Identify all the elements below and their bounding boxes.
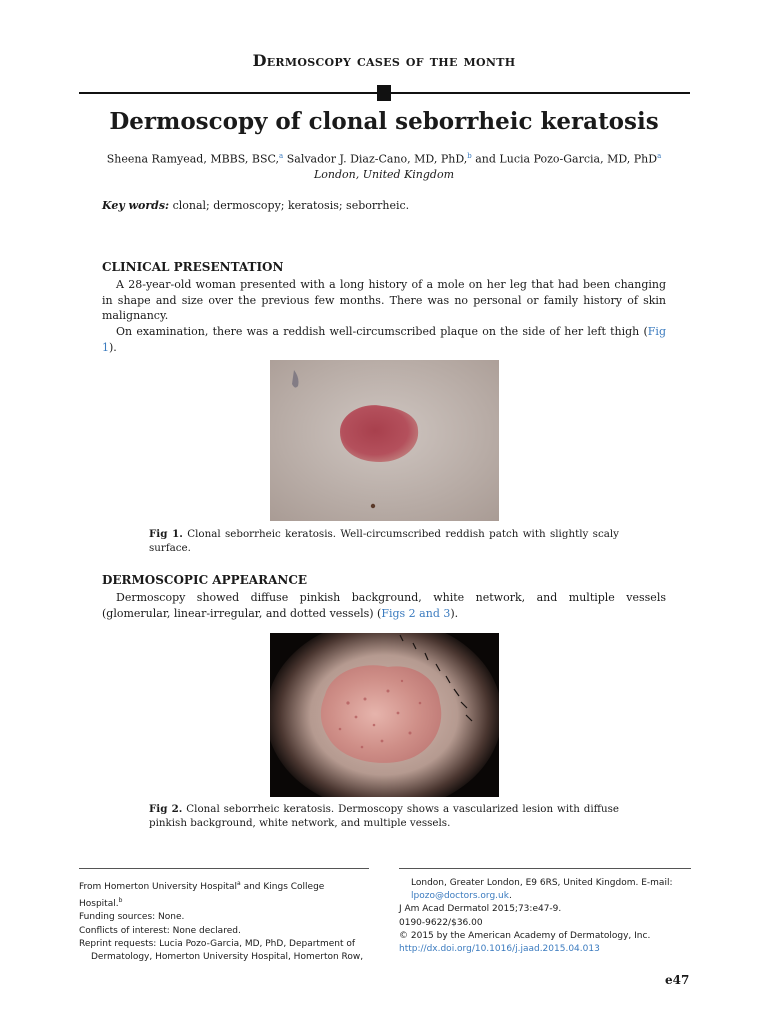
conflicts-footnote: Conflicts of interest: None declared. bbox=[79, 925, 241, 936]
author-name: and Lucia Pozo-Garcia, MD, PhD bbox=[475, 152, 658, 166]
author-affiliation-link[interactable]: a bbox=[657, 152, 662, 160]
reprint-address: London, Greater London, E9 6RS, United Kingdom. E-mail: bbox=[411, 878, 673, 888]
clinical-paragraph-2: On examination, there was a reddish well-circumscribed plaque on the side of her left thigh (Fig 1). bbox=[102, 325, 666, 354]
figure-1-label: Fig 1. bbox=[149, 528, 183, 540]
footnotes-right bbox=[399, 877, 691, 956]
author-name: Sheena Ramyead, MBBS, BSC, bbox=[106, 152, 280, 166]
funding-footnote: Funding sources: None. bbox=[79, 912, 185, 923]
keywords bbox=[102, 199, 409, 212]
figure-2-label: Fig 2. bbox=[149, 803, 183, 815]
figure-1-image bbox=[270, 360, 499, 521]
figure-2-caption: Fig 2. Clonal seborrheic keratosis. Dermoscopy shows a vascularized lesion with diffuse pinkish background, white network, and multiple vessels. bbox=[149, 803, 619, 829]
clinical-photo bbox=[270, 360, 499, 521]
author-name: Salvador J. Diaz-Cano, MD, PhD, bbox=[286, 152, 468, 166]
dermoscopic-heading: DERMOSCOPIC APPEARANCE bbox=[102, 573, 308, 587]
section-heading: Dermoscopy cases of the month bbox=[252, 51, 516, 70]
keywords-label: Key words: bbox=[102, 199, 170, 212]
copyright: © 2015 by the American Academy of Dermatology, Inc. bbox=[399, 930, 651, 941]
article-title: Dermoscopy of clonal seborrheic keratosis bbox=[109, 108, 659, 135]
email-line: lpozo@doctors.org.uk. bbox=[411, 891, 512, 902]
figs-2-3-reference-link[interactable]: Figs 2 and 3 bbox=[381, 606, 451, 620]
email-link[interactable]: lpozo@doctors.org.uk bbox=[411, 891, 509, 902]
doi-link[interactable]: http://dx.doi.org/10.1016/j.jaad.2015.04.013 bbox=[399, 944, 600, 955]
clinical-paragraph-1: A 28-year-old woman presented with a long history of a mole on her leg that had been changing in shape and size over the previous few months. There was no personal or family history of skin malignancy. bbox=[102, 278, 666, 322]
journal-citation: J Am Acad Dermatol 2015;73:e47-9. bbox=[399, 904, 562, 915]
author-location: London, United Kingdom bbox=[313, 168, 455, 181]
reprint-footnote-cont: Dermatology, Homerton University Hospital, Homerton Row, bbox=[91, 952, 364, 963]
figure-2-image bbox=[270, 633, 499, 797]
clinical-heading: CLINICAL PRESENTATION bbox=[102, 260, 284, 274]
reprint-footnote: Reprint requests: Lucia Pozo-Garcia, MD, PhD, Department of bbox=[79, 938, 356, 949]
issn: 0190-9622/$36.00 bbox=[399, 917, 483, 928]
author-affiliation-link[interactable]: a bbox=[279, 152, 284, 160]
page-number: e47 bbox=[665, 973, 690, 987]
keywords-list: clonal; dermoscopy; keratosis; seborrheic. bbox=[172, 199, 410, 212]
footnote-divider bbox=[79, 868, 369, 869]
author-affiliation-link[interactable]: b bbox=[467, 152, 472, 160]
footnote-divider bbox=[399, 868, 691, 869]
affiliation-footnote: From Homerton University Hospital$^a$ and Kings College Hospital.$^b$ bbox=[79, 880, 325, 910]
dermoscopy-photo bbox=[270, 633, 499, 797]
dermoscopic-paragraph-1: Dermoscopy showed diffuse pinkish background, white network, and multiple vessels (glomerular, linear-irregular, and dotted vessels) (Figs 2 and 3). bbox=[102, 591, 666, 620]
header-rule-marker bbox=[377, 85, 391, 101]
figure-1-caption: Fig 1. Clonal seborrheic keratosis. Well-circumscribed reddish patch with slightly scaly surface. bbox=[149, 528, 619, 554]
footnotes-left bbox=[79, 877, 369, 964]
fig1-reference-link[interactable]: Fig 1 bbox=[102, 325, 666, 354]
author-list bbox=[0, 152, 768, 166]
